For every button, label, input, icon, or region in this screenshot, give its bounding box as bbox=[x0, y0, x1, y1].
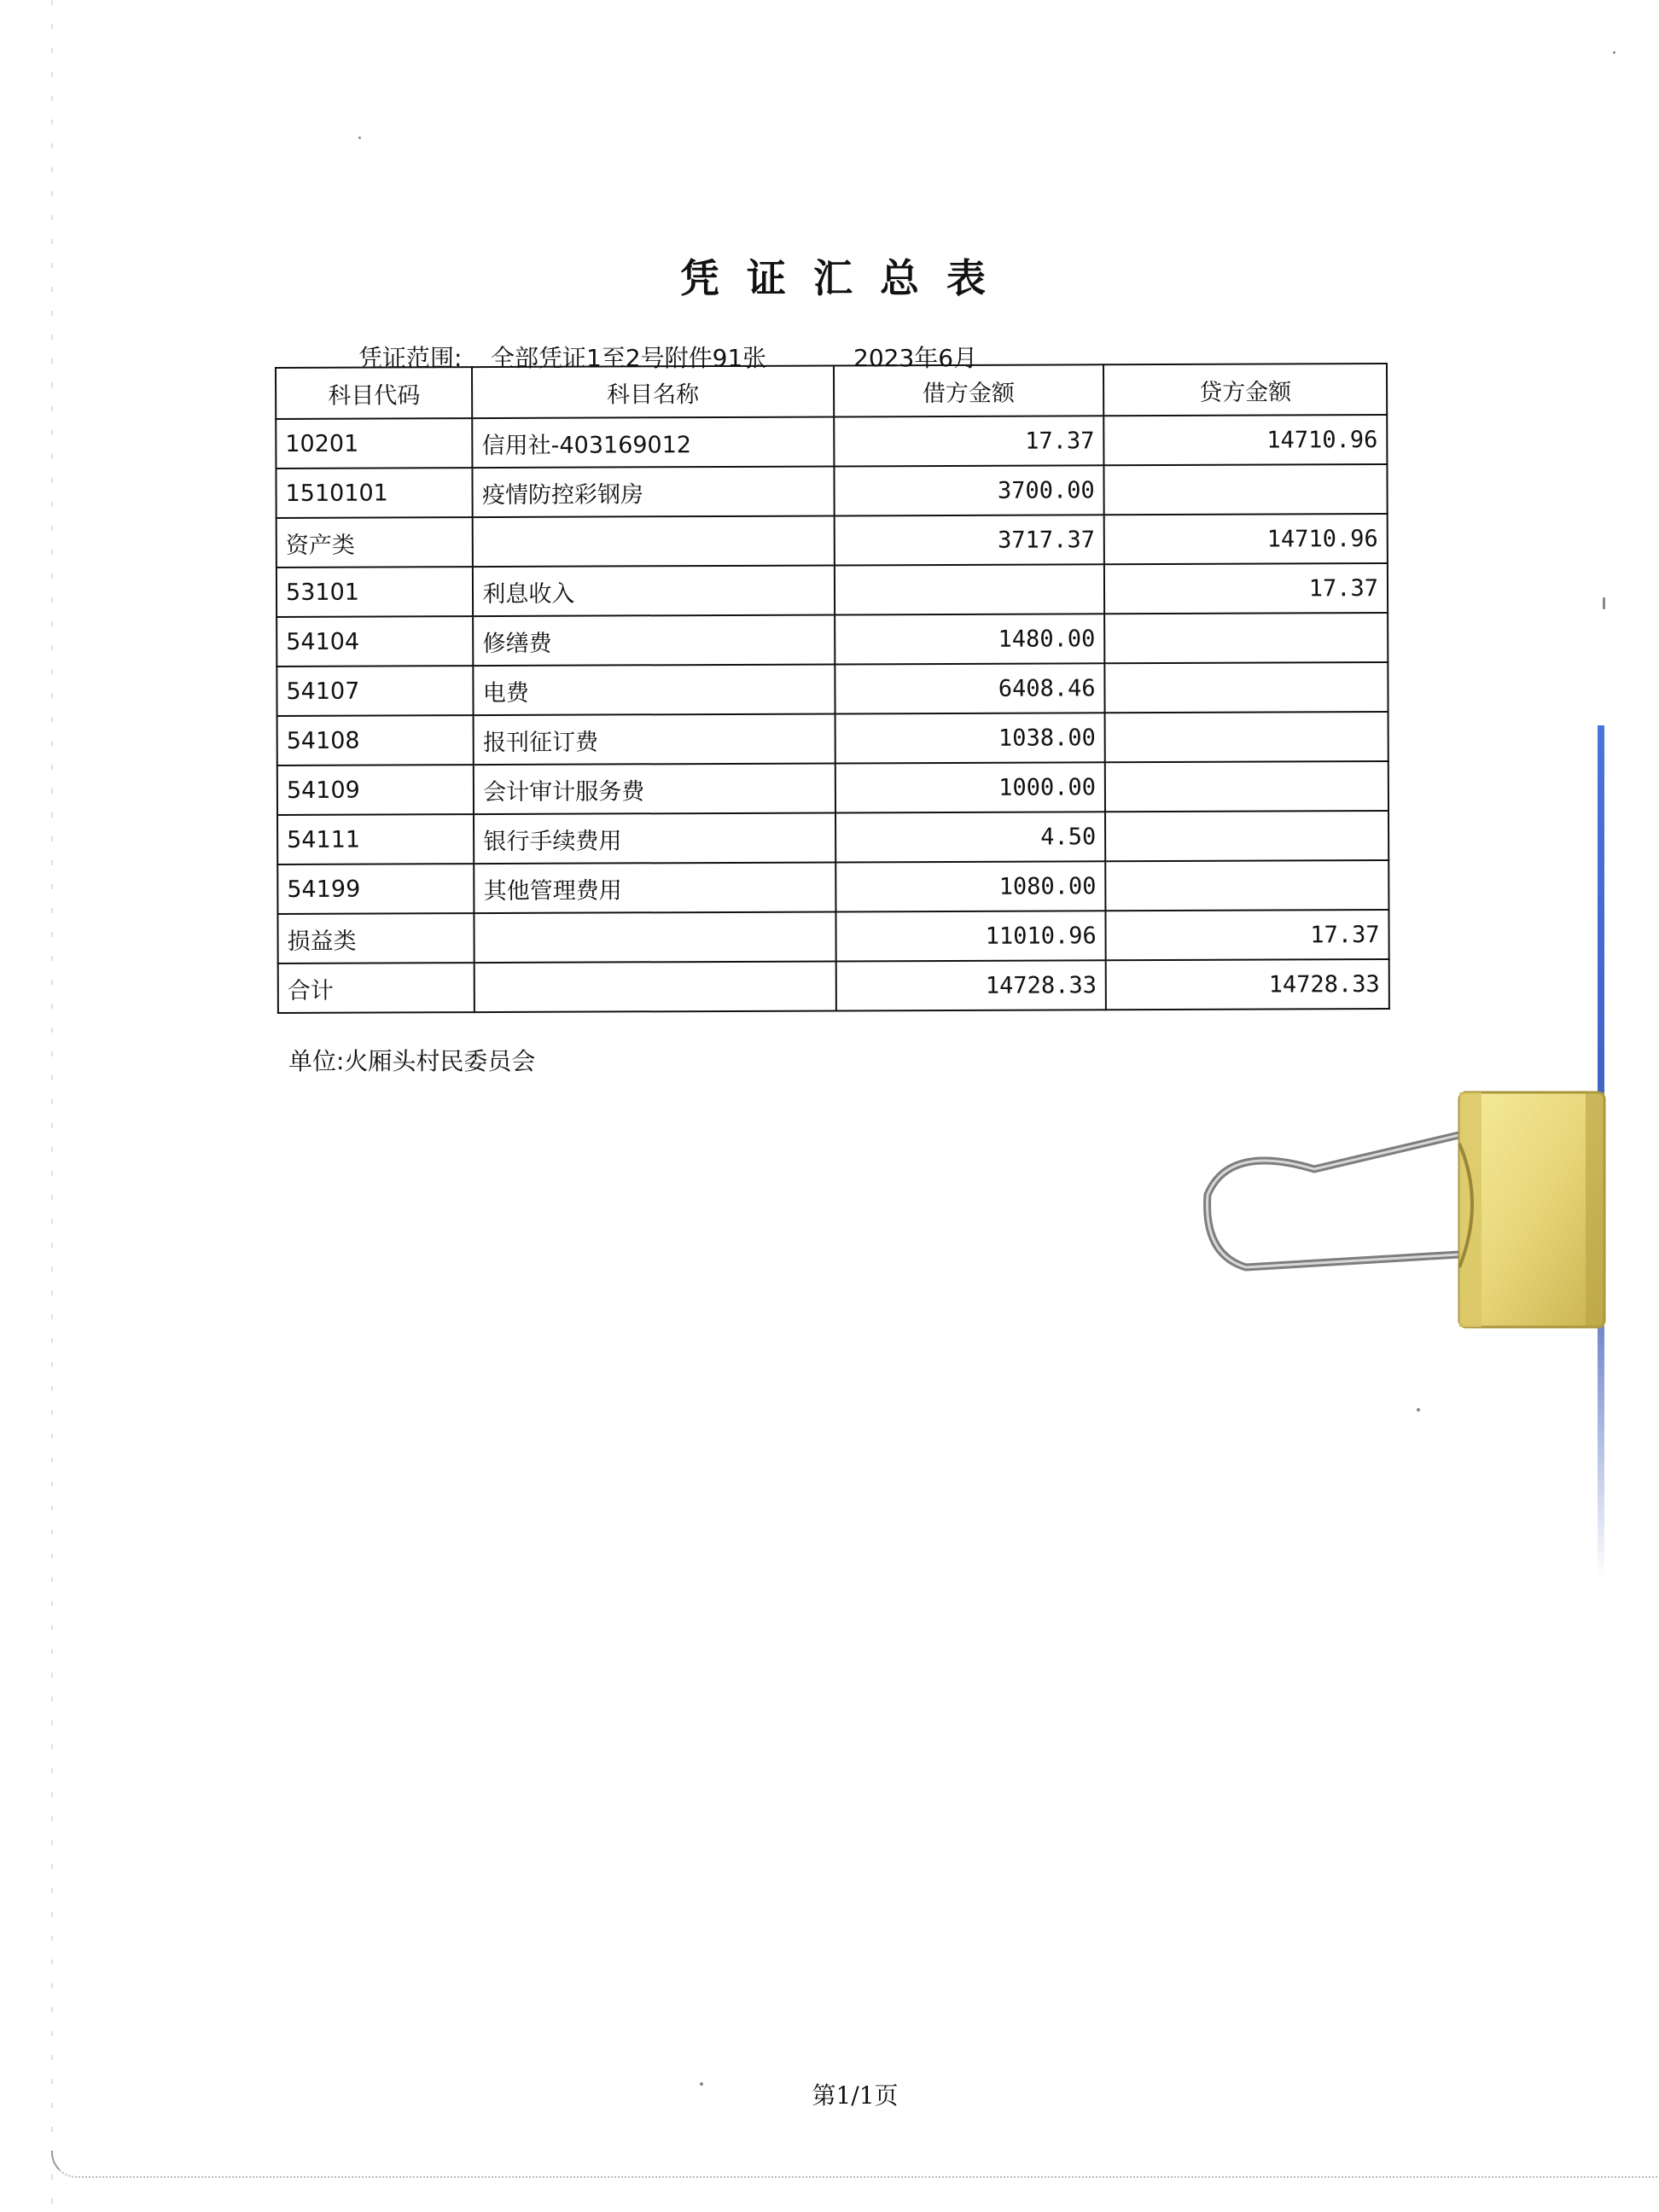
table-row bbox=[276, 415, 1387, 469]
table-row bbox=[276, 613, 1388, 667]
cell-credit bbox=[1105, 860, 1388, 911]
cell-debit bbox=[834, 564, 1104, 614]
scan-left-edge bbox=[51, 0, 53, 2212]
cell-code: 资产类 bbox=[276, 517, 474, 568]
cell-credit bbox=[1105, 811, 1388, 861]
table-row bbox=[277, 811, 1388, 864]
cell-code: 54111 bbox=[277, 814, 474, 864]
cell-name: 报刊征订费 bbox=[474, 713, 835, 765]
cell-name bbox=[474, 961, 835, 1012]
cell-credit: 14728.33 bbox=[1106, 959, 1389, 1010]
unit-name: 单位:火厢头村民委员会 bbox=[288, 1047, 536, 1075]
cell-name: 银行手续费用 bbox=[474, 812, 835, 864]
cell-credit: 17.37 bbox=[1104, 563, 1388, 614]
header-code: 科目代码 bbox=[276, 367, 473, 419]
cell-code: 54199 bbox=[277, 864, 474, 914]
table-row bbox=[276, 662, 1388, 716]
page-title: 凭证汇总表 bbox=[680, 255, 1013, 301]
cell-credit: 17.37 bbox=[1106, 910, 1389, 960]
header-debit: 借方金额 bbox=[834, 364, 1104, 416]
cell-name: 修缮费 bbox=[473, 614, 834, 666]
cell-name: 信用社-403169012 bbox=[473, 416, 834, 468]
cell-code: 合计 bbox=[278, 963, 475, 1013]
cell-debit: 1080.00 bbox=[835, 861, 1106, 911]
range-value: 全部凭证1至2号附件91张 bbox=[491, 344, 767, 372]
cell-debit: 17.37 bbox=[834, 416, 1104, 466]
scan-page-curl bbox=[51, 2151, 1657, 2178]
cell-code: 54108 bbox=[277, 715, 474, 765]
table-row bbox=[277, 761, 1388, 815]
cell-credit bbox=[1104, 662, 1388, 713]
header-credit: 贷方金额 bbox=[1103, 364, 1387, 416]
cell-credit bbox=[1105, 761, 1388, 812]
cell-name bbox=[474, 911, 835, 963]
cell-debit: 1038.00 bbox=[835, 713, 1105, 763]
table-row bbox=[277, 910, 1388, 963]
scan-speck bbox=[1417, 1408, 1420, 1412]
cell-credit bbox=[1105, 712, 1388, 762]
cell-debit: 3700.00 bbox=[834, 465, 1104, 515]
range-label: 凭证范围: bbox=[358, 344, 463, 372]
period: 2023年6月 bbox=[853, 344, 978, 372]
scan-speck bbox=[1613, 51, 1615, 54]
binder-clip bbox=[1178, 1084, 1621, 1340]
cell-code: 53101 bbox=[276, 567, 474, 617]
cell-credit: 14710.96 bbox=[1103, 415, 1387, 465]
cell-debit: 14728.33 bbox=[835, 960, 1106, 1010]
cell-debit: 1480.00 bbox=[835, 614, 1105, 664]
table-row bbox=[276, 514, 1388, 568]
cell-code: 54109 bbox=[277, 765, 474, 815]
page-number: 第1/1页 bbox=[812, 2081, 899, 2110]
scan-speck bbox=[358, 137, 361, 139]
cell-code: 54104 bbox=[276, 616, 474, 667]
table-row bbox=[277, 712, 1388, 765]
cell-debit: 11010.96 bbox=[835, 911, 1106, 961]
cell-code: 54107 bbox=[276, 666, 474, 716]
table-row bbox=[277, 860, 1388, 914]
cell-credit: 14710.96 bbox=[1104, 514, 1388, 564]
binder-clip-wire bbox=[1208, 1135, 1459, 1267]
cell-name: 利息收入 bbox=[473, 565, 834, 616]
cell-debit: 3717.37 bbox=[834, 515, 1104, 565]
cell-code: 10201 bbox=[276, 418, 473, 469]
table-row bbox=[278, 959, 1389, 1013]
table-row bbox=[276, 464, 1387, 518]
cell-credit bbox=[1104, 613, 1388, 663]
cell-debit: 1000.00 bbox=[835, 762, 1105, 812]
cell-debit: 4.50 bbox=[835, 812, 1106, 862]
cell-name: 会计审计服务费 bbox=[474, 763, 835, 814]
scan-speck bbox=[1603, 597, 1605, 609]
header-name: 科目名称 bbox=[472, 365, 833, 418]
table-header-row bbox=[276, 364, 1387, 419]
cell-credit bbox=[1104, 464, 1388, 515]
cell-code: 损益类 bbox=[277, 913, 474, 963]
cell-debit: 6408.46 bbox=[835, 663, 1105, 713]
cell-name: 电费 bbox=[474, 664, 835, 715]
cell-name: 疫情防控彩钢房 bbox=[473, 466, 834, 517]
cell-name bbox=[473, 515, 834, 567]
table-row bbox=[276, 563, 1388, 617]
cell-name: 其他管理费用 bbox=[474, 862, 835, 913]
cell-code: 1510101 bbox=[276, 468, 473, 518]
voucher-summary-table bbox=[275, 363, 1390, 1014]
